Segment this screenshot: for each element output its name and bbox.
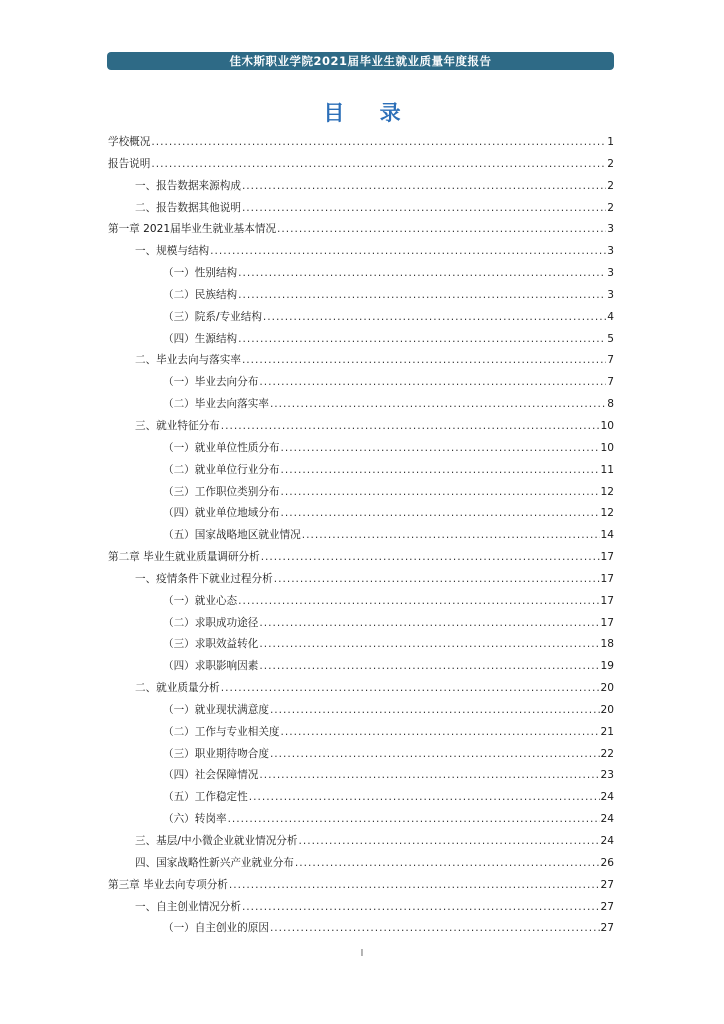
toc-dot-leader (221, 678, 600, 700)
toc-entry-title: （一）就业单位性质分布 (163, 441, 280, 454)
toc-entry-title: 学校概况 (108, 136, 151, 148)
toc-entry[interactable] (108, 809, 614, 831)
toc-dot-leader (270, 744, 600, 766)
toc-entry-page: 21 (600, 725, 614, 738)
toc-entry-title: （三）求职效益转化 (163, 638, 259, 651)
toc-entry[interactable] (108, 219, 614, 241)
toc-dot-leader (277, 219, 606, 241)
toc-dot-leader (238, 285, 606, 307)
toc-entry[interactable] (108, 350, 614, 372)
toc-entry[interactable] (108, 722, 614, 744)
toc-entry[interactable] (108, 416, 614, 438)
toc-entry-title: 二、报告数据其他说明 (135, 201, 241, 214)
toc-dot-leader (295, 853, 600, 875)
toc-entry-page: 27 (600, 878, 614, 891)
toc-entry-title: 一、规模与结构 (135, 245, 210, 258)
toc-dot-leader (281, 460, 600, 482)
page-number: I (360, 948, 364, 959)
toc-entry[interactable] (108, 547, 614, 569)
toc-entry[interactable] (108, 394, 614, 416)
toc-entry[interactable] (108, 525, 614, 547)
toc-entry-title: （一）就业现状满意度 (163, 703, 269, 716)
toc-entry-page: 11 (600, 463, 614, 476)
toc-dot-leader (242, 350, 606, 372)
toc-dot-leader (228, 809, 600, 831)
toc-dot-leader (281, 503, 600, 525)
toc-dot-leader (242, 198, 606, 220)
toc-dot-leader (229, 875, 600, 897)
toc-entry[interactable] (108, 875, 614, 897)
toc-dot-leader (281, 722, 600, 744)
toc-entry[interactable] (108, 700, 614, 722)
toc-entry-page: 14 (600, 529, 614, 542)
toc-entry-page: 5 (607, 332, 614, 345)
toc-dot-leader (259, 765, 599, 787)
toc-dot-leader (270, 700, 600, 722)
toc-entry-page: 2 (607, 201, 614, 214)
toc-entry-title: （二）就业单位行业分布 (163, 463, 280, 476)
toc-entry[interactable] (108, 831, 614, 853)
toc-entry-page: 10 (600, 441, 614, 454)
toc-entry-title: 第三章 毕业去向专项分析 (108, 878, 228, 891)
toc-entry-title: （五）工作稳定性 (163, 791, 248, 804)
toc-dot-leader (210, 241, 606, 263)
toc-entry[interactable] (108, 853, 614, 875)
toc-dot-leader (281, 482, 600, 504)
toc-entry-title: 一、报告数据来源构成 (135, 179, 241, 192)
toc-entry-page: 3 (607, 267, 614, 280)
toc-entry-page: 8 (607, 398, 614, 411)
toc-entry-title: 第一章 2021届毕业生就业基本情况 (108, 223, 277, 236)
toc-entry-page: 23 (600, 769, 614, 782)
toc-entry-title: （五）国家战略地区就业情况 (163, 529, 301, 542)
toc-entry-title: （三）院系/专业结构 (163, 310, 262, 323)
toc-entry-title: （二）工作与专业相关度 (163, 725, 280, 738)
toc-dot-leader (242, 897, 600, 919)
toc-entry[interactable] (108, 329, 614, 351)
toc-dot-leader (249, 787, 600, 809)
toc-entry-page: 18 (600, 638, 614, 651)
toc-entry-page: 22 (600, 747, 614, 760)
toc-dot-leader (151, 154, 606, 176)
toc-entry-page: 17 (600, 594, 614, 607)
toc-entry-page: 3 (607, 223, 614, 236)
toc-entry-page: 27 (600, 900, 614, 913)
toc-dot-leader (261, 547, 600, 569)
toc-entry[interactable] (108, 460, 614, 482)
toc-entry-page: 24 (600, 813, 614, 826)
toc-entry[interactable] (108, 569, 614, 591)
toc-entry-page: 12 (600, 507, 614, 520)
toc-entry-title: （六）转岗率 (163, 813, 227, 826)
toc-entry-page: 3 (607, 245, 614, 258)
toc-dot-leader (238, 329, 606, 351)
toc-entry[interactable] (108, 634, 614, 656)
toc-entry-page: 17 (600, 572, 614, 585)
toc-dot-leader (281, 438, 600, 460)
toc-entry-page: 12 (600, 485, 614, 498)
toc-entry-page: 2 (607, 157, 614, 170)
toc-entry-title: （二）毕业去向落实率 (163, 398, 269, 411)
toc-dot-leader (242, 176, 606, 198)
toc-entry-page: 1 (607, 136, 614, 148)
toc-entry-title: （一）自主创业的原因 (163, 922, 269, 935)
toc-dot-leader (302, 525, 600, 547)
toc-entry-title: 一、疫情条件下就业过程分析 (135, 572, 273, 585)
toc-entry-page: 17 (600, 616, 614, 629)
toc-entry[interactable] (108, 285, 614, 307)
toc-dot-leader (238, 263, 606, 285)
toc-entry-title: 报告说明 (108, 157, 151, 170)
toc-dot-leader (270, 394, 606, 416)
toc-entry[interactable] (108, 744, 614, 766)
toc-entry-page: 17 (600, 551, 614, 564)
toc-entry-title: （二）求职成功途径 (163, 616, 259, 629)
toc-entry[interactable] (108, 482, 614, 504)
toc-entry-page: 26 (600, 856, 614, 869)
toc-entry-page: 3 (607, 288, 614, 301)
toc-entry[interactable] (108, 154, 614, 176)
toc-entry[interactable] (108, 591, 614, 613)
toc-entry[interactable] (108, 765, 614, 787)
toc-entry-page: 24 (600, 791, 614, 804)
toc-entry-page: 27 (600, 922, 614, 935)
toc-entry-title: （四）就业单位地域分布 (163, 507, 280, 520)
toc-entry[interactable] (108, 656, 614, 678)
report-header-banner: 佳木斯职业学院2021届毕业生就业质量年度报告 (107, 52, 614, 70)
toc-dot-leader (298, 831, 599, 853)
toc-entry-page: 24 (600, 835, 614, 847)
toc-entry[interactable] (108, 787, 614, 809)
toc-dot-leader (259, 656, 599, 678)
toc-dot-leader (221, 416, 600, 438)
toc-entry-page: 7 (607, 376, 614, 389)
toc-entry-title: 二、就业质量分析 (135, 682, 220, 695)
toc-entry-title: （一）就业心态 (163, 594, 238, 607)
toc-entry-title: （三）职业期待吻合度 (163, 747, 269, 760)
toc-entry[interactable] (108, 918, 614, 940)
toc-entry[interactable] (108, 307, 614, 329)
toc-dot-leader (259, 634, 599, 656)
toc-entry-page: 20 (600, 682, 614, 695)
toc-entry[interactable] (108, 897, 614, 919)
toc-entry-page: 2 (607, 179, 614, 192)
toc-dot-leader (151, 132, 606, 154)
toc-entry[interactable] (108, 263, 614, 285)
toc-entry-title: 三、就业特征分布 (135, 419, 220, 432)
toc-entry-title: （四）生源结构 (163, 332, 238, 345)
toc-entry-title: （二）民族结构 (163, 288, 238, 301)
toc-entry-title: 三、基层/中小微企业就业情况分析 (135, 835, 298, 847)
toc-dot-leader (274, 569, 600, 591)
toc-dot-leader (259, 372, 606, 394)
toc-entry[interactable] (108, 176, 614, 198)
toc-entry-page: 20 (600, 703, 614, 716)
toc-entry[interactable] (108, 372, 614, 394)
toc-entry[interactable] (108, 503, 614, 525)
toc-dot-leader (263, 307, 606, 329)
table-of-contents (108, 132, 614, 940)
toc-dot-leader (259, 613, 599, 635)
toc-dot-leader (238, 591, 599, 613)
toc-entry-page: 7 (607, 354, 614, 367)
toc-entry-page: 10 (600, 419, 614, 432)
toc-entry[interactable] (108, 438, 614, 460)
toc-entry[interactable] (108, 613, 614, 635)
toc-entry[interactable] (108, 241, 614, 263)
toc-entry-title: 二、毕业去向与落实率 (135, 354, 241, 367)
toc-entry-title: （一）性别结构 (163, 267, 238, 280)
toc-entry-title: （三）工作职位类别分布 (163, 485, 280, 498)
toc-entry-title: 第二章 毕业生就业质量调研分析 (108, 551, 260, 564)
toc-entry[interactable] (108, 132, 614, 154)
toc-title: 目 录 (323, 101, 415, 125)
toc-entry[interactable] (108, 678, 614, 700)
toc-entry-title: （四）求职影响因素 (163, 660, 259, 673)
toc-entry-page: 19 (600, 660, 614, 673)
toc-entry-title: （四）社会保障情况 (163, 769, 259, 782)
toc-entry-title: （一）毕业去向分布 (163, 376, 259, 389)
toc-entry-title: 四、国家战略性新兴产业就业分布 (135, 856, 294, 869)
toc-entry-title: 一、自主创业情况分析 (135, 900, 241, 913)
toc-dot-leader (270, 918, 600, 940)
toc-entry[interactable] (108, 198, 614, 220)
toc-entry-page: 4 (607, 310, 614, 323)
